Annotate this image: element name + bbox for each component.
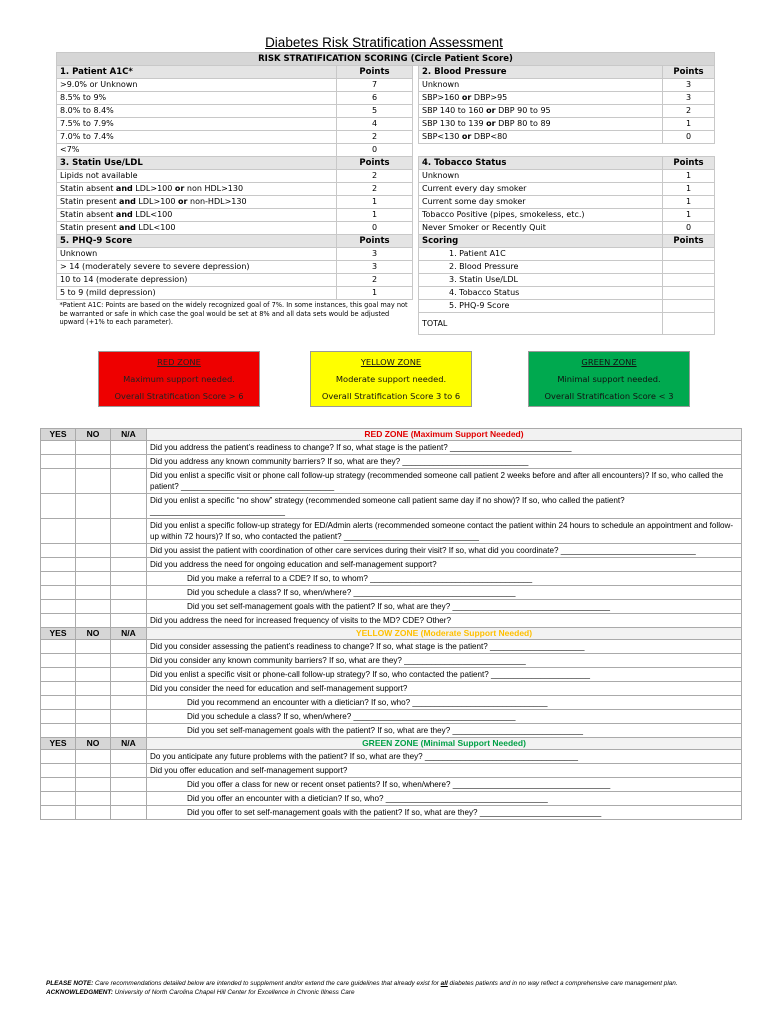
na-checkbox-cell[interactable] xyxy=(111,494,147,519)
yes-checkbox-cell[interactable] xyxy=(41,494,76,519)
tobacco-row-points: 0 xyxy=(663,222,715,235)
tobacco-row-label: Never Smoker or Recently Quit xyxy=(419,222,663,235)
scoring-row-points xyxy=(663,261,715,274)
footnote-text-2: diabetes patients and in no way reflect a comprehensive care management plan. xyxy=(447,980,678,987)
statin-section-header-points: Points xyxy=(337,157,413,170)
no-checkbox-cell[interactable] xyxy=(76,494,111,519)
a1c-section-header-points: Points xyxy=(337,66,413,79)
yes-checkbox-cell[interactable] xyxy=(41,614,76,628)
na-checkbox-cell[interactable] xyxy=(111,572,147,586)
yellow-question-text: Did you enlist a specific visit or phone-call follow-up strategy? If so, who contacted the patient? ______________________ xyxy=(147,668,742,682)
scoring-row-label: 5. PHQ-9 Score xyxy=(419,300,663,313)
no-checkbox-cell[interactable] xyxy=(76,750,111,764)
yes-checkbox-cell[interactable] xyxy=(41,750,76,764)
tobacco-row-points: 1 xyxy=(663,209,715,222)
green-zone-header-row xyxy=(41,738,742,750)
yes-checkbox-cell[interactable] xyxy=(41,544,76,558)
no-checkbox-cell[interactable] xyxy=(76,724,111,738)
no-checkbox-cell[interactable] xyxy=(76,441,111,455)
statin-row-points: 1 xyxy=(337,196,413,209)
a1c-row-label: 8.0% to 8.4% xyxy=(57,105,337,118)
yes-checkbox-cell[interactable] xyxy=(41,441,76,455)
scoring-header: RISK STRATIFICATION SCORING (Circle Patient Score) xyxy=(57,53,715,66)
red-question-text: Did you assist the patient with coordination of other care services during their visit? If so, what did you coordinate? ______________________________ xyxy=(147,544,742,558)
risk-row xyxy=(57,183,715,196)
red-question-row xyxy=(41,544,742,558)
scoring-row-label: 1. Patient A1C xyxy=(419,248,663,261)
phq-row-points: 3 xyxy=(337,248,413,261)
yes-checkbox-cell[interactable] xyxy=(41,682,76,696)
risk-row xyxy=(57,79,715,92)
no-column-header: NO xyxy=(76,738,111,750)
bp-row-label: Unknown xyxy=(419,79,663,92)
a1c-section-header-label: 1. Patient A1C* xyxy=(57,66,337,79)
red-zone-line2: Overall Stratification Score > 6 xyxy=(114,391,244,401)
footnote-text-3: University of North Carolina Chapel Hill Center for Excellence in Chronic Illness Care xyxy=(112,989,355,997)
red-question-row xyxy=(41,600,742,614)
red-zone-header-row xyxy=(41,429,742,441)
na-checkbox-cell[interactable] xyxy=(111,654,147,668)
red-question-row xyxy=(41,558,742,572)
risk-row xyxy=(57,222,715,235)
yes-checkbox-cell[interactable] xyxy=(41,792,76,806)
na-checkbox-cell[interactable] xyxy=(111,696,147,710)
risk-row xyxy=(57,105,715,118)
yellow-question-text: Did you schedule a class? If so, when/where? ____________________________________ xyxy=(147,710,742,724)
phq-row-label: > 14 (moderately severe to severe depression) xyxy=(57,261,337,274)
blank-cell xyxy=(663,144,715,157)
red-question-text: Did you address the need for ongoing education and self-management support? xyxy=(147,558,742,572)
no-checkbox-cell[interactable] xyxy=(76,558,111,572)
risk-row xyxy=(57,209,715,222)
scoring-row-points xyxy=(663,300,715,313)
risk-row xyxy=(57,235,715,248)
bp-row-label: SBP<130 or DBP<80 xyxy=(419,131,663,144)
bp-row-label: SBP 140 to 160 or DBP 90 to 95 xyxy=(419,105,663,118)
green-question-text: Did you offer a class for new or recent onset patients? If so, when/where? ___________________________________ xyxy=(147,778,742,792)
tobacco-row-points: 1 xyxy=(663,196,715,209)
yes-checkbox-cell[interactable] xyxy=(41,668,76,682)
na-checkbox-cell[interactable] xyxy=(111,441,147,455)
yes-checkbox-cell[interactable] xyxy=(41,558,76,572)
na-column-header: N/A xyxy=(111,628,147,640)
green-question-row xyxy=(41,806,742,820)
risk-row xyxy=(57,131,715,144)
na-checkbox-cell[interactable] xyxy=(111,640,147,654)
yellow-question-text: Did you recommend an encounter with a dietician? If so, who? ______________________________ xyxy=(147,696,742,710)
red-question-text: Did you schedule a class? If so, when/where? ____________________________________ xyxy=(147,586,742,600)
green-question-text: Did you offer education and self-management support? xyxy=(147,764,742,778)
yes-checkbox-cell[interactable] xyxy=(41,586,76,600)
red-question-row xyxy=(41,519,742,544)
na-checkbox-cell[interactable] xyxy=(111,668,147,682)
a1c-row-label: 7.5% to 7.9% xyxy=(57,118,337,131)
na-column-header: N/A xyxy=(111,429,147,441)
green-question-row xyxy=(41,750,742,764)
yes-checkbox-cell[interactable] xyxy=(41,600,76,614)
na-checkbox-cell[interactable] xyxy=(111,750,147,764)
scoring-header-row xyxy=(57,53,715,66)
risk-row xyxy=(57,196,715,209)
yes-checkbox-cell[interactable] xyxy=(41,519,76,544)
no-checkbox-cell[interactable] xyxy=(76,696,111,710)
bp-section-header-points: Points xyxy=(663,66,715,79)
a1c-row-points: 0 xyxy=(337,144,413,157)
a1c-row-points: 6 xyxy=(337,92,413,105)
yellow-question-text: Did you consider assessing the patient’s readiness to change? If so, what stage is the patient? _____________________ xyxy=(147,640,742,654)
yes-checkbox-cell[interactable] xyxy=(41,806,76,820)
risk-row xyxy=(57,118,715,131)
yellow-zone-line1: Moderate support needed. xyxy=(335,374,447,384)
na-checkbox-cell[interactable] xyxy=(111,764,147,778)
risk-row xyxy=(57,300,715,313)
footnote xyxy=(46,979,726,998)
tobacco-section-header-points: Points xyxy=(663,157,715,170)
a1c-row-label: 8.5% to 9% xyxy=(57,92,337,105)
na-checkbox-cell[interactable] xyxy=(111,806,147,820)
scoring-row-label: 3. Statin Use/LDL xyxy=(419,274,663,287)
red-question-text: Did you address any known community barriers? If so, what are they? ____________________________ xyxy=(147,455,742,469)
red-zone-header-text: RED ZONE (Maximum Support Needed) xyxy=(364,429,524,439)
page-title: Diabetes Risk Stratification Assessment xyxy=(265,35,503,50)
yellow-question-row xyxy=(41,640,742,654)
phq-section-header-label: 5. PHQ-9 Score xyxy=(57,235,337,248)
bp-row-points: 0 xyxy=(663,131,715,144)
yellow-question-text: Did you set self-management goals with the patient? If so, what are they? _____________________________ xyxy=(147,724,742,738)
risk-row xyxy=(57,287,715,300)
yellow-question-text: Did you consider the need for education and self-management support? xyxy=(147,682,742,696)
bp-row-points: 1 xyxy=(663,118,715,131)
yellow-zone-header-row xyxy=(41,628,742,640)
yes-checkbox-cell[interactable] xyxy=(41,640,76,654)
no-checkbox-cell[interactable] xyxy=(76,668,111,682)
a1c-row-points: 4 xyxy=(337,118,413,131)
red-question-row xyxy=(41,572,742,586)
red-question-row xyxy=(41,614,742,628)
statin-row-label: Statin absent and LDL<100 xyxy=(57,209,337,222)
tobacco-row-label: Current some day smoker xyxy=(419,196,663,209)
bp-row-points: 3 xyxy=(663,92,715,105)
green-question-text: Did you offer to set self-management goals with the patient? If so, what are they? ___________________________ xyxy=(147,806,742,820)
scoring-row-label: 2. Blood Pressure xyxy=(419,261,663,274)
a1c-footnote: *Patient A1C: Points are based on the widely recognized goal of 7%. In some instances, this goal may not be warranted or safe in which case the goal would be set at 8% and all data sets would be adjusted upward (+1% to each parameter). xyxy=(59,301,408,327)
a1c-row-label: >9.0% or Unknown xyxy=(57,79,337,92)
yes-checkbox-cell[interactable] xyxy=(41,724,76,738)
green-question-row xyxy=(41,778,742,792)
no-checkbox-cell[interactable] xyxy=(76,764,111,778)
no-checkbox-cell[interactable] xyxy=(76,654,111,668)
no-checkbox-cell[interactable] xyxy=(76,600,111,614)
red-zone-line1: Maximum support needed. xyxy=(123,374,235,384)
tobacco-row-points: 1 xyxy=(663,170,715,183)
yes-checkbox-cell[interactable] xyxy=(41,696,76,710)
yes-checkbox-cell[interactable] xyxy=(41,455,76,469)
red-question-text: Did you enlist a specific visit or phone call follow-up strategy (recommended someone call patient 2 weeks before and after all encounters)? If so, who called the patient? __________________________________ xyxy=(147,469,742,494)
statin-row-points: 2 xyxy=(337,170,413,183)
risk-row xyxy=(57,92,715,105)
phq-row-points: 1 xyxy=(337,287,413,300)
no-checkbox-cell[interactable] xyxy=(76,682,111,696)
na-checkbox-cell[interactable] xyxy=(111,586,147,600)
green-question-row xyxy=(41,764,742,778)
na-checkbox-cell[interactable] xyxy=(111,544,147,558)
red-question-text: Did you set self-management goals with the patient? If so, what are they? ___________________________________ xyxy=(147,600,742,614)
statin-row-points: 0 xyxy=(337,222,413,235)
no-checkbox-cell[interactable] xyxy=(76,792,111,806)
yes-checkbox-cell[interactable] xyxy=(41,654,76,668)
phq-row-points: 3 xyxy=(337,261,413,274)
no-checkbox-cell[interactable] xyxy=(76,778,111,792)
red-question-text: Did you address the need for increased frequency of visits to the MD? CDE? Other? xyxy=(147,614,742,628)
risk-row xyxy=(57,274,715,287)
red-question-text: Did you make a referral to a CDE? If so, to whom? ____________________________________ xyxy=(147,572,742,586)
na-checkbox-cell[interactable] xyxy=(111,724,147,738)
green-zone-box xyxy=(528,351,690,407)
yes-checkbox-cell[interactable] xyxy=(41,710,76,724)
red-question-row xyxy=(41,441,742,455)
bp-section-header-label: 2. Blood Pressure xyxy=(419,66,663,79)
na-checkbox-cell[interactable] xyxy=(111,778,147,792)
na-checkbox-cell[interactable] xyxy=(111,558,147,572)
green-zone-title: GREEN ZONE xyxy=(581,357,637,367)
na-checkbox-cell[interactable] xyxy=(111,455,147,469)
green-question-row xyxy=(41,792,742,806)
yellow-question-row xyxy=(41,710,742,724)
questions-checklist-table xyxy=(40,428,742,820)
yes-column-header: YES xyxy=(41,628,76,640)
red-question-row xyxy=(41,586,742,600)
na-column-header: N/A xyxy=(111,738,147,750)
scoring-row-points xyxy=(663,274,715,287)
yes-checkbox-cell[interactable] xyxy=(41,778,76,792)
tobacco-row-label: Unknown xyxy=(419,170,663,183)
red-zone-box xyxy=(98,351,260,407)
phq-row-points: 2 xyxy=(337,274,413,287)
na-checkbox-cell[interactable] xyxy=(111,710,147,724)
no-checkbox-cell[interactable] xyxy=(76,710,111,724)
na-checkbox-cell[interactable] xyxy=(111,682,147,696)
green-zone-questions-header xyxy=(147,738,742,750)
bp-row-label: SBP>160 or DBP>95 xyxy=(419,92,663,105)
statin-row-label: Lipids not available xyxy=(57,170,337,183)
yellow-zone-title: YELLOW ZONE xyxy=(360,357,422,367)
yellow-question-row xyxy=(41,654,742,668)
red-zone-title: RED ZONE xyxy=(157,357,201,367)
a1c-row-points: 2 xyxy=(337,131,413,144)
risk-row xyxy=(57,144,715,157)
no-checkbox-cell[interactable] xyxy=(76,469,111,494)
no-column-header: NO xyxy=(76,628,111,640)
phq-row-label: Unknown xyxy=(57,248,337,261)
phq-row-label: 5 to 9 (mild depression) xyxy=(57,287,337,300)
scoring-row-points xyxy=(663,248,715,261)
red-question-text: Did you enlist a specific follow-up strategy for ED/Admin alerts (recommended someone contact the patient within 24 hours to schedule an appointment and follow-up within 72 hours)? If so, who contacted the patient? ______________________________ xyxy=(147,519,742,544)
yes-checkbox-cell[interactable] xyxy=(41,764,76,778)
na-checkbox-cell[interactable] xyxy=(111,469,147,494)
footnote-text-1: Care recommendations detailed below are intended to supplement and/or extend the care guidelines that already exist for xyxy=(93,980,441,987)
yellow-zone-line2: Overall Stratification Score 3 to 6 xyxy=(321,391,461,401)
risk-row xyxy=(57,157,715,170)
no-checkbox-cell[interactable] xyxy=(76,519,111,544)
red-question-row xyxy=(41,455,742,469)
no-checkbox-cell[interactable] xyxy=(76,614,111,628)
green-zone-header-text: GREEN ZONE (Minimal Support Needed) xyxy=(362,738,526,748)
risk-row xyxy=(57,248,715,261)
a1c-row-label: <7% xyxy=(57,144,337,157)
footnote-note-label: PLEASE NOTE: xyxy=(46,980,94,987)
a1c-row-points: 5 xyxy=(337,105,413,118)
total-label: TOTAL xyxy=(419,313,663,335)
yes-column-header: YES xyxy=(41,738,76,750)
tobacco-row-label: Current every day smoker xyxy=(419,183,663,196)
risk-scoring-table xyxy=(56,52,715,335)
bp-row-label: SBP 130 to 139 or DBP 80 to 89 xyxy=(419,118,663,131)
tobacco-section-header-label: 4. Tobacco Status xyxy=(419,157,663,170)
yes-column-header: YES xyxy=(41,429,76,441)
yes-checkbox-cell[interactable] xyxy=(41,469,76,494)
footnote-all: all xyxy=(440,980,448,987)
scoring-section-header-label: Scoring xyxy=(419,235,663,248)
yes-checkbox-cell[interactable] xyxy=(41,572,76,586)
statin-row-label: Statin present and LDL>100 or non-HDL>130 xyxy=(57,196,337,209)
blank-cell xyxy=(419,144,663,157)
bp-row-points: 2 xyxy=(663,105,715,118)
yellow-question-row xyxy=(41,682,742,696)
a1c-row-label: 7.0% to 7.4% xyxy=(57,131,337,144)
statin-row-points: 2 xyxy=(337,183,413,196)
no-checkbox-cell[interactable] xyxy=(76,640,111,654)
statin-row-label: Statin absent and LDL>100 or non HDL>130 xyxy=(57,183,337,196)
scoring-section-header-points: Points xyxy=(663,235,715,248)
green-question-text: Do you anticipate any future problems with the patient? If so, what are they? __________________________________ xyxy=(147,750,742,764)
green-question-text: Did you offer an encounter with a dietician? If so, who? ____________________________________ xyxy=(147,792,742,806)
phq-row-label: 10 to 14 (moderate depression) xyxy=(57,274,337,287)
no-checkbox-cell[interactable] xyxy=(76,455,111,469)
yellow-zone-questions-header xyxy=(147,628,742,640)
scoring-row-points xyxy=(663,287,715,300)
no-checkbox-cell[interactable] xyxy=(76,544,111,558)
total-points xyxy=(663,313,715,335)
a1c-row-points: 7 xyxy=(337,79,413,92)
red-question-text: Did you enlist a specific “no show” strategy (recommended someone call patient same day if no show)? If so, who called the patient? ______________________________ xyxy=(147,494,742,519)
yellow-zone-box xyxy=(310,351,472,407)
tobacco-row-label: Tobacco Positive (pipes, smokeless, etc.) xyxy=(419,209,663,222)
no-checkbox-cell[interactable] xyxy=(76,806,111,820)
red-question-row xyxy=(41,494,742,519)
statin-row-label: Statin present and LDL<100 xyxy=(57,222,337,235)
na-checkbox-cell[interactable] xyxy=(111,519,147,544)
red-question-text: Did you address the patient’s readiness to change? If so, what stage is the patient? ___________________________ xyxy=(147,441,742,455)
yellow-question-row xyxy=(41,668,742,682)
risk-row xyxy=(57,66,715,79)
tobacco-row-points: 1 xyxy=(663,183,715,196)
na-checkbox-cell[interactable] xyxy=(111,600,147,614)
na-checkbox-cell[interactable] xyxy=(111,792,147,806)
risk-row xyxy=(57,261,715,274)
na-checkbox-cell[interactable] xyxy=(111,614,147,628)
statin-row-points: 1 xyxy=(337,209,413,222)
phq-section-header-points: Points xyxy=(337,235,413,248)
no-checkbox-cell[interactable] xyxy=(76,586,111,600)
bp-row-points: 3 xyxy=(663,79,715,92)
footnote-ack-label: ACKNOWLEDGMENT: xyxy=(46,989,113,997)
no-checkbox-cell[interactable] xyxy=(76,572,111,586)
green-zone-line1: Minimal support needed. xyxy=(557,374,661,384)
yellow-question-row xyxy=(41,724,742,738)
yellow-question-text: Did you consider any known community barriers? If so, what are they? ___________________________ xyxy=(147,654,742,668)
red-question-row xyxy=(41,469,742,494)
scoring-row-label: 4. Tobacco Status xyxy=(419,287,663,300)
red-zone-questions-header xyxy=(147,429,742,441)
green-zone-line2: Overall Stratification Score < 3 xyxy=(544,391,674,401)
yellow-zone-header-text: YELLOW ZONE (Moderate Support Needed) xyxy=(355,628,533,638)
no-column-header: NO xyxy=(76,429,111,441)
risk-row xyxy=(57,170,715,183)
statin-section-header-label: 3. Statin Use/LDL xyxy=(57,157,337,170)
yellow-question-row xyxy=(41,696,742,710)
